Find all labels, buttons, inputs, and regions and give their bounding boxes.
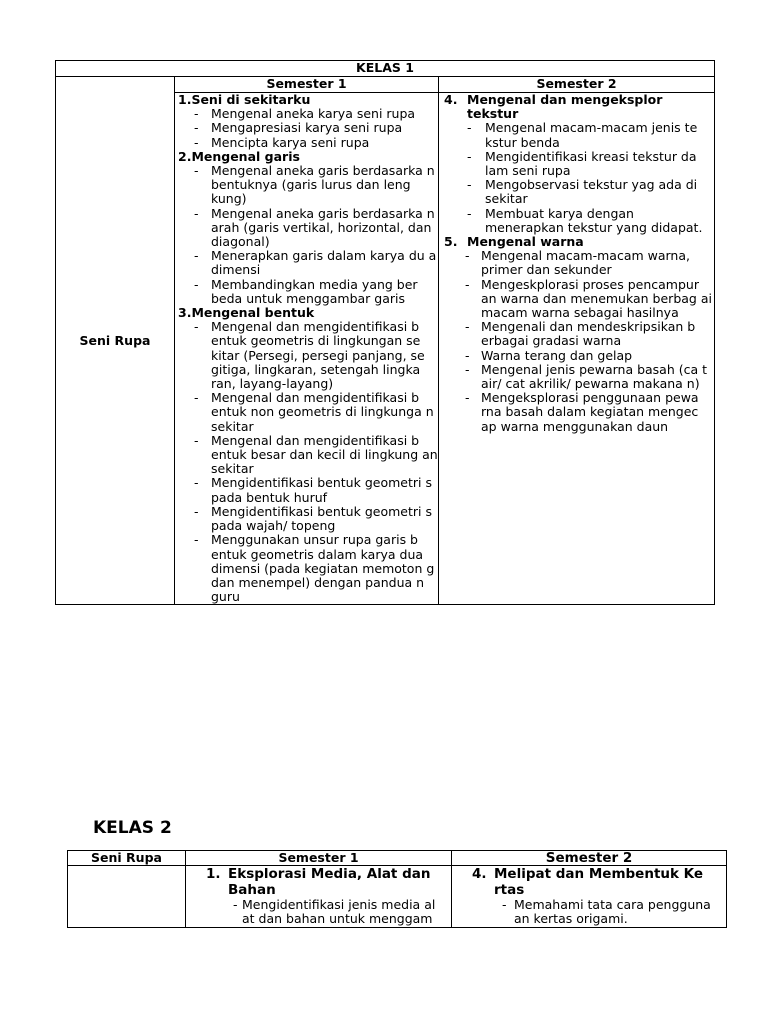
semester1-content xyxy=(186,866,452,927)
kelas1-table xyxy=(55,60,715,605)
list-item: - Mengenal dan mengidentifikasi b entuk non geometris di lingkunga n sekitar xyxy=(175,391,438,434)
list-item: - Mengenal aneka garis berdasarka n arah (garis vertikal, horizontal, dan diagonal) xyxy=(175,207,438,250)
list-item: - Menggunakan unsur rupa garis b entuk geometris dalam karya dua dimensi (pada kegiatan memoton g dan menempel) dengan pandua n guru xyxy=(175,533,438,604)
kelas2-table xyxy=(67,850,727,928)
list-item: - Memahami tata cara pengguna an kertas origami. xyxy=(452,898,726,926)
kelas1-title: KELAS 1 xyxy=(56,61,715,77)
section-heading: 3.Mengenal bentuk xyxy=(178,305,315,321)
list-item: - Mengeksplorasi penggunaan pewa rna basah dalam kegiatan mengec ap warna menggunakan daun xyxy=(439,391,714,434)
empty-subject-cell xyxy=(68,866,186,927)
semester1-header: Semester 1 xyxy=(175,77,439,93)
section-heading-text: Eksplorasi Media, Alat dan Bahan xyxy=(228,866,431,899)
list-item: - Membandingkan media yang ber beda untuk menggambar garis xyxy=(175,278,438,306)
list-item: - Warna terang dan gelap xyxy=(439,349,714,363)
kelas2-title: KELAS 2 xyxy=(93,818,172,838)
list-item: - Mengenal aneka karya seni rupa xyxy=(175,107,438,121)
section-heading-text: Mengenal dan mengeksplor tekstur xyxy=(467,92,663,122)
list-item: - Mengapresiasi karya seni rupa xyxy=(175,121,438,135)
section-heading-text: Mengenal warna xyxy=(467,234,584,250)
semester2-content xyxy=(439,93,715,605)
section-number: 4. xyxy=(472,866,487,883)
list-item: - Mengidentifikasi bentuk geometri s pada bentuk huruf xyxy=(175,476,438,504)
list-item: - Mengidentifikasi kreasi tekstur da lam seni rupa xyxy=(439,150,714,178)
section-heading xyxy=(452,866,726,898)
semester1-content xyxy=(175,93,439,605)
section-heading: 1.Seni di sekitarku xyxy=(178,92,311,107)
section-list xyxy=(175,320,438,604)
semester2-content xyxy=(452,866,727,927)
section-list xyxy=(186,898,451,926)
semester1-header: Semester 1 xyxy=(186,851,452,866)
list-item: - Mengidentifikasi bentuk geometri s pada wajah/ topeng xyxy=(175,505,438,533)
list-item: - Mengenal macam-macam jenis te kstur benda xyxy=(439,121,714,149)
list-item: - Mengenal jenis pewarna basah (ca t air/ cat akrilik/ pewarna makana n) xyxy=(439,363,714,391)
section-heading: 2.Mengenal garis xyxy=(178,148,300,164)
section-number: 5. xyxy=(444,234,458,250)
list-item: - Menerapkan garis dalam karya du a dimensi xyxy=(175,249,438,277)
list-item: - Mengenal aneka garis berdasarka n bentuknya (garis lurus dan leng kung) xyxy=(175,164,438,207)
section-heading xyxy=(439,93,714,121)
list-item: - Mengobservasi tekstur yag ada di sekitar xyxy=(439,178,714,206)
section-list xyxy=(452,898,726,926)
section-list xyxy=(175,107,438,150)
section-heading xyxy=(186,866,451,898)
semester2-header: Semester 2 xyxy=(452,851,727,866)
list-item: - Mengenal dan mengidentifikasi b entuk besar dan kecil di lingkung an sekitar xyxy=(175,434,438,477)
list-item: - Membuat karya dengan menerapkan tekstur yang didapat. xyxy=(439,207,714,235)
list-item: - Mengenal macam-macam warna, primer dan sekunder xyxy=(439,249,714,277)
section-list xyxy=(175,164,438,306)
list-item: - Mengenali dan mendeskripsikan b erbagai gradasi warna xyxy=(439,320,714,348)
list-item: - Mengeskplorasi proses pencampur an warna dan menemukan berbag ai macam warna sebagai hasilnya xyxy=(439,278,714,321)
section-list xyxy=(439,249,714,434)
subject-cell: Seni Rupa xyxy=(68,851,186,866)
list-item: - Mengidentifikasi jenis media al at dan bahan untuk menggam xyxy=(186,898,451,926)
section-list xyxy=(439,121,714,235)
section-number: 1. xyxy=(206,866,221,883)
list-item: - Mengenal dan mengidentifikasi b entuk geometris di lingkungan se kitar (Persegi, persegi panjang, se gitiga, lingkaran, setengah lingka ran, layang-layang) xyxy=(175,320,438,391)
section-heading xyxy=(439,235,714,249)
semester2-header: Semester 2 xyxy=(439,77,715,93)
section-heading-text: Melipat dan Membentuk Ke rtas xyxy=(494,866,704,899)
subject-cell: Seni Rupa xyxy=(56,77,175,605)
list-item: - Mencipta karya seni rupa xyxy=(175,136,438,150)
section-number: 4. xyxy=(444,92,458,107)
